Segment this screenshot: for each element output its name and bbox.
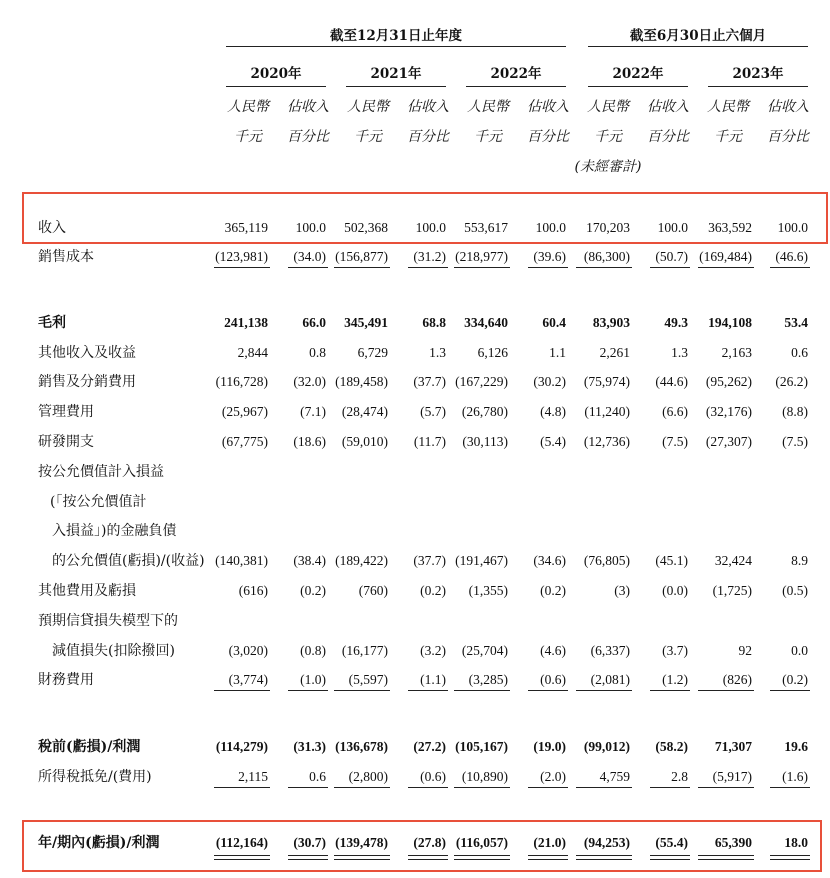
amount-cell: (191,467): [455, 553, 508, 568]
percent-cell: (3.7): [662, 643, 688, 658]
amount-cell: (140,381): [215, 553, 268, 568]
amount-cell: 32,424: [714, 553, 752, 568]
unit-thousand: 千元: [474, 129, 502, 145]
row-label: 收入: [38, 220, 66, 236]
amount-cell: (3,774): [228, 672, 268, 687]
single-underline: [214, 267, 270, 268]
amount-cell: (156,877): [335, 249, 388, 264]
header-half-2023: 2023年: [732, 66, 784, 82]
unit-pct-revenue: 佔收入: [287, 99, 329, 115]
percent-cell: (31.2): [413, 249, 446, 264]
table-row: [0, 549, 830, 573]
amount-cell: (76,805): [583, 553, 630, 568]
row-label: 銷售及分銷費用: [38, 374, 136, 390]
percent-cell: (45.1): [655, 553, 688, 568]
percent-cell: (0.0): [662, 583, 688, 598]
percent-cell: (1.0): [300, 672, 326, 687]
table-row: [0, 765, 830, 789]
amount-cell: (11,240): [584, 404, 630, 419]
header-year-rule: [588, 86, 688, 87]
amount-cell: 502,368: [344, 220, 388, 235]
amount-cell: 83,903: [592, 315, 630, 330]
percent-cell: (0.6): [540, 672, 566, 687]
percent-cell: (34.6): [533, 553, 566, 568]
amount-cell: 2,163: [721, 345, 752, 360]
amount-cell: (116,057): [455, 835, 508, 850]
row-label: 按公允價值計入損益: [38, 464, 164, 480]
row-label: 毛利: [38, 315, 66, 331]
percent-cell: (2.0): [540, 769, 566, 784]
table-row: [0, 609, 830, 633]
unit-percentage: 百分比: [647, 129, 689, 145]
percent-cell: (30.7): [293, 835, 326, 850]
percent-cell: (27.2): [413, 739, 446, 754]
percent-cell: 100.0: [295, 220, 326, 235]
amount-cell: (1,725): [712, 583, 752, 598]
amount-cell: 241,138: [224, 315, 268, 330]
single-underline: [288, 267, 328, 268]
row-label: 財務費用: [38, 672, 94, 688]
percent-cell: 1.1: [549, 345, 566, 360]
amount-cell: 92: [738, 643, 752, 658]
single-underline: [770, 267, 810, 268]
header-year-2020: 2020年: [250, 66, 302, 82]
table-row: [0, 341, 830, 365]
amount-cell: 194,108: [708, 315, 752, 330]
amount-cell: (189,422): [335, 553, 388, 568]
amount-cell: 170,203: [586, 220, 630, 235]
percent-cell: 2.8: [671, 769, 688, 784]
amount-cell: (16,177): [341, 643, 388, 658]
percent-cell: (6.6): [662, 404, 688, 419]
single-underline: [528, 690, 568, 691]
unit-pct-revenue: 佔收入: [527, 99, 569, 115]
percent-cell: 53.4: [784, 315, 808, 330]
header-half-2022: 2022年: [612, 66, 664, 82]
amount-cell: (86,300): [583, 249, 630, 264]
amount-cell: (75,974): [583, 374, 630, 389]
percent-cell: 19.6: [784, 739, 808, 754]
amount-cell: (136,678): [335, 739, 388, 754]
single-underline: [576, 787, 632, 788]
amount-cell: (2,081): [590, 672, 630, 687]
amount-cell: (5,917): [712, 769, 752, 784]
table-row: [0, 311, 830, 335]
percent-cell: (1.1): [420, 672, 446, 687]
single-underline: [214, 690, 270, 691]
amount-cell: (10,890): [461, 769, 508, 784]
amount-cell: (26,780): [461, 404, 508, 419]
amount-cell: (99,012): [583, 739, 630, 754]
single-underline: [408, 787, 448, 788]
amount-cell: 2,844: [237, 345, 268, 360]
single-underline: [454, 787, 510, 788]
percent-cell: 66.0: [302, 315, 326, 330]
unit-thousand: 千元: [234, 129, 262, 145]
single-underline: [214, 787, 270, 788]
header-rule-year: [226, 46, 566, 47]
table-row: [0, 639, 830, 663]
single-underline: [698, 690, 754, 691]
amount-cell: 365,119: [224, 220, 268, 235]
table-row: [0, 430, 830, 454]
amount-cell: (59,010): [341, 434, 388, 449]
amount-cell: (6,337): [590, 643, 630, 658]
percent-cell: (3.2): [420, 643, 446, 658]
header-year-2022: 2022年: [490, 66, 542, 82]
unit-thousand: 千元: [714, 129, 742, 145]
header-period-half: 截至6月30日止六個月: [629, 28, 767, 44]
single-underline: [528, 267, 568, 268]
amount-cell: (3,020): [228, 643, 268, 658]
row-label: 減值損失(扣除撥回): [52, 643, 175, 659]
single-underline: [408, 690, 448, 691]
single-underline: [698, 787, 754, 788]
percent-cell: (1.2): [662, 672, 688, 687]
percent-cell: (0.6): [420, 769, 446, 784]
unit-thousand: 千元: [354, 129, 382, 145]
amount-cell: (30,113): [462, 434, 508, 449]
percent-cell: (31.3): [293, 739, 326, 754]
row-label: 入損益」)的金融負債: [52, 523, 177, 539]
amount-cell: (114,279): [215, 739, 268, 754]
percent-cell: (0.2): [782, 672, 808, 687]
unit-rmb: 人民幣: [347, 99, 389, 115]
percent-cell: (37.7): [413, 374, 446, 389]
percent-cell: (4.6): [540, 643, 566, 658]
single-underline: [288, 690, 328, 691]
amount-cell: 2,261: [599, 345, 630, 360]
table-row: [0, 668, 830, 692]
percent-cell: 100.0: [415, 220, 446, 235]
amount-cell: (2,800): [348, 769, 388, 784]
single-underline: [288, 787, 328, 788]
percent-cell: (18.6): [293, 434, 326, 449]
percent-cell: (5.7): [420, 404, 446, 419]
percent-cell: (0.2): [420, 583, 446, 598]
single-underline: [334, 267, 390, 268]
amount-cell: (123,981): [215, 249, 268, 264]
highlight-revenue: [22, 192, 828, 244]
unit-rmb: 人民幣: [467, 99, 509, 115]
percent-cell: 100.0: [535, 220, 566, 235]
percent-cell: (1.6): [782, 769, 808, 784]
single-underline: [650, 787, 690, 788]
amount-cell: (1,355): [468, 583, 508, 598]
unit-rmb: 人民幣: [587, 99, 629, 115]
row-label: 年/期內(虧損)/利潤: [38, 835, 160, 851]
amount-cell: 65,390: [714, 835, 752, 850]
amount-cell: (616): [238, 583, 268, 598]
amount-cell: (3): [614, 583, 630, 598]
percent-cell: 1.3: [671, 345, 688, 360]
percent-cell: (30.2): [533, 374, 566, 389]
single-underline: [408, 267, 448, 268]
header-year-rule: [708, 86, 808, 87]
unit-rmb: 人民幣: [227, 99, 269, 115]
header-year-rule: [226, 86, 326, 87]
amount-cell: (116,728): [215, 374, 268, 389]
percent-cell: (27.8): [413, 835, 446, 850]
percent-cell: 0.0: [791, 643, 808, 658]
amount-cell: 553,617: [464, 220, 508, 235]
table-row: [0, 579, 830, 603]
unit-percentage: 百分比: [767, 129, 809, 145]
percent-cell: (0.2): [300, 583, 326, 598]
percent-cell: (38.4): [293, 553, 326, 568]
percent-cell: 0.6: [309, 769, 326, 784]
percent-cell: 0.8: [309, 345, 326, 360]
amount-cell: (3,285): [468, 672, 508, 687]
amount-cell: 6,126: [477, 345, 508, 360]
percent-cell: (26.2): [775, 374, 808, 389]
header-year-rule: [466, 86, 566, 87]
amount-cell: (169,484): [699, 249, 752, 264]
percent-cell: (7.5): [662, 434, 688, 449]
amount-cell: (139,478): [335, 835, 388, 850]
percent-cell: (19.0): [533, 739, 566, 754]
table-row: [0, 490, 830, 514]
percent-cell: (39.6): [533, 249, 566, 264]
percent-cell: 0.6: [791, 345, 808, 360]
amount-cell: (826): [722, 672, 752, 687]
unit-pct-revenue: 佔收入: [767, 99, 809, 115]
amount-cell: 6,729: [357, 345, 388, 360]
row-label: 預期信貸損失模型下的: [38, 613, 178, 629]
amount-cell: (5,597): [348, 672, 388, 687]
single-underline: [334, 690, 390, 691]
percent-cell: (0.8): [300, 643, 326, 658]
amount-cell: (189,458): [335, 374, 388, 389]
percent-cell: (37.7): [413, 553, 446, 568]
amount-cell: (27,307): [705, 434, 752, 449]
percent-cell: (58.2): [655, 739, 688, 754]
single-underline: [454, 690, 510, 691]
amount-cell: (25,704): [461, 643, 508, 658]
table-row: [0, 400, 830, 424]
percent-cell: 100.0: [657, 220, 688, 235]
single-underline: [576, 690, 632, 691]
percent-cell: 1.3: [429, 345, 446, 360]
single-underline: [650, 690, 690, 691]
row-label: 稅前(虧損)/利潤: [38, 739, 141, 755]
percent-cell: 60.4: [542, 315, 566, 330]
highlight-net-result: [22, 820, 822, 872]
percent-cell: (55.4): [655, 835, 688, 850]
table-row: [0, 370, 830, 394]
header-year-rule: [346, 86, 446, 87]
row-label: 所得稅抵免/(費用): [38, 769, 152, 785]
unit-thousand: 千元: [594, 129, 622, 145]
single-underline: [770, 690, 810, 691]
row-label: (「按公允價值計: [50, 494, 147, 510]
amount-cell: (25,967): [221, 404, 268, 419]
amount-cell: 363,592: [708, 220, 752, 235]
percent-cell: (5.4): [540, 434, 566, 449]
percent-cell: (50.7): [655, 249, 688, 264]
amount-cell: (94,253): [583, 835, 630, 850]
amount-cell: (167,229): [455, 374, 508, 389]
unit-percentage: 百分比: [407, 129, 449, 145]
single-underline: [698, 267, 754, 268]
amount-cell: (760): [358, 583, 388, 598]
row-label: 研發開支: [38, 434, 94, 450]
single-underline: [454, 267, 510, 268]
percent-cell: (0.2): [540, 583, 566, 598]
percent-cell: 18.0: [784, 835, 808, 850]
percent-cell: (7.5): [782, 434, 808, 449]
percent-cell: (21.0): [533, 835, 566, 850]
unit-pct-revenue: 佔收入: [407, 99, 449, 115]
percent-cell: (8.8): [782, 404, 808, 419]
table-row: [0, 460, 830, 484]
percent-cell: (7.1): [300, 404, 326, 419]
row-label: 其他收入及收益: [38, 345, 136, 361]
single-underline: [650, 267, 690, 268]
percent-cell: (4.8): [540, 404, 566, 419]
percent-cell: (0.5): [782, 583, 808, 598]
amount-cell: (105,167): [455, 739, 508, 754]
header-period-year: 截至12月31日止年度: [329, 28, 463, 44]
row-label: 銷售成本: [38, 249, 94, 265]
amount-cell: (112,164): [215, 835, 268, 850]
amount-cell: (32,176): [705, 404, 752, 419]
amount-cell: (218,977): [455, 249, 508, 264]
amount-cell: (67,775): [221, 434, 268, 449]
amount-cell: (95,262): [705, 374, 752, 389]
table-row: [0, 245, 830, 269]
single-underline: [528, 787, 568, 788]
percent-cell: 68.8: [422, 315, 446, 330]
amount-cell: 2,115: [238, 769, 268, 784]
percent-cell: (34.0): [293, 249, 326, 264]
unit-rmb: 人民幣: [707, 99, 749, 115]
percent-cell: (44.6): [655, 374, 688, 389]
single-underline: [770, 787, 810, 788]
unit-percentage: 百分比: [527, 129, 569, 145]
table-row: [0, 519, 830, 543]
percent-cell: 49.3: [664, 315, 688, 330]
header-rule-half: [588, 46, 808, 47]
single-underline: [576, 267, 632, 268]
row-label: 管理費用: [38, 404, 94, 420]
percent-cell: (32.0): [293, 374, 326, 389]
amount-cell: (28,474): [341, 404, 388, 419]
row-label: 的公允價值(虧損)/(收益): [52, 553, 205, 569]
amount-cell: 345,491: [344, 315, 388, 330]
percent-cell: (11.7): [413, 434, 446, 449]
amount-cell: 71,307: [714, 739, 752, 754]
amount-cell: (12,736): [583, 434, 630, 449]
unit-percentage: 百分比: [287, 129, 329, 145]
percent-cell: 8.9: [791, 553, 808, 568]
table-row: [0, 735, 830, 759]
row-label: 其他費用及虧損: [38, 583, 136, 599]
unit-pct-revenue: 佔收入: [647, 99, 689, 115]
percent-cell: 100.0: [777, 220, 808, 235]
percent-cell: (46.6): [775, 249, 808, 264]
unit-unaudited: (未經審計): [574, 159, 642, 175]
single-underline: [334, 787, 390, 788]
amount-cell: 4,759: [599, 769, 630, 784]
header-year-2021: 2021年: [370, 66, 422, 82]
amount-cell: 334,640: [464, 315, 508, 330]
